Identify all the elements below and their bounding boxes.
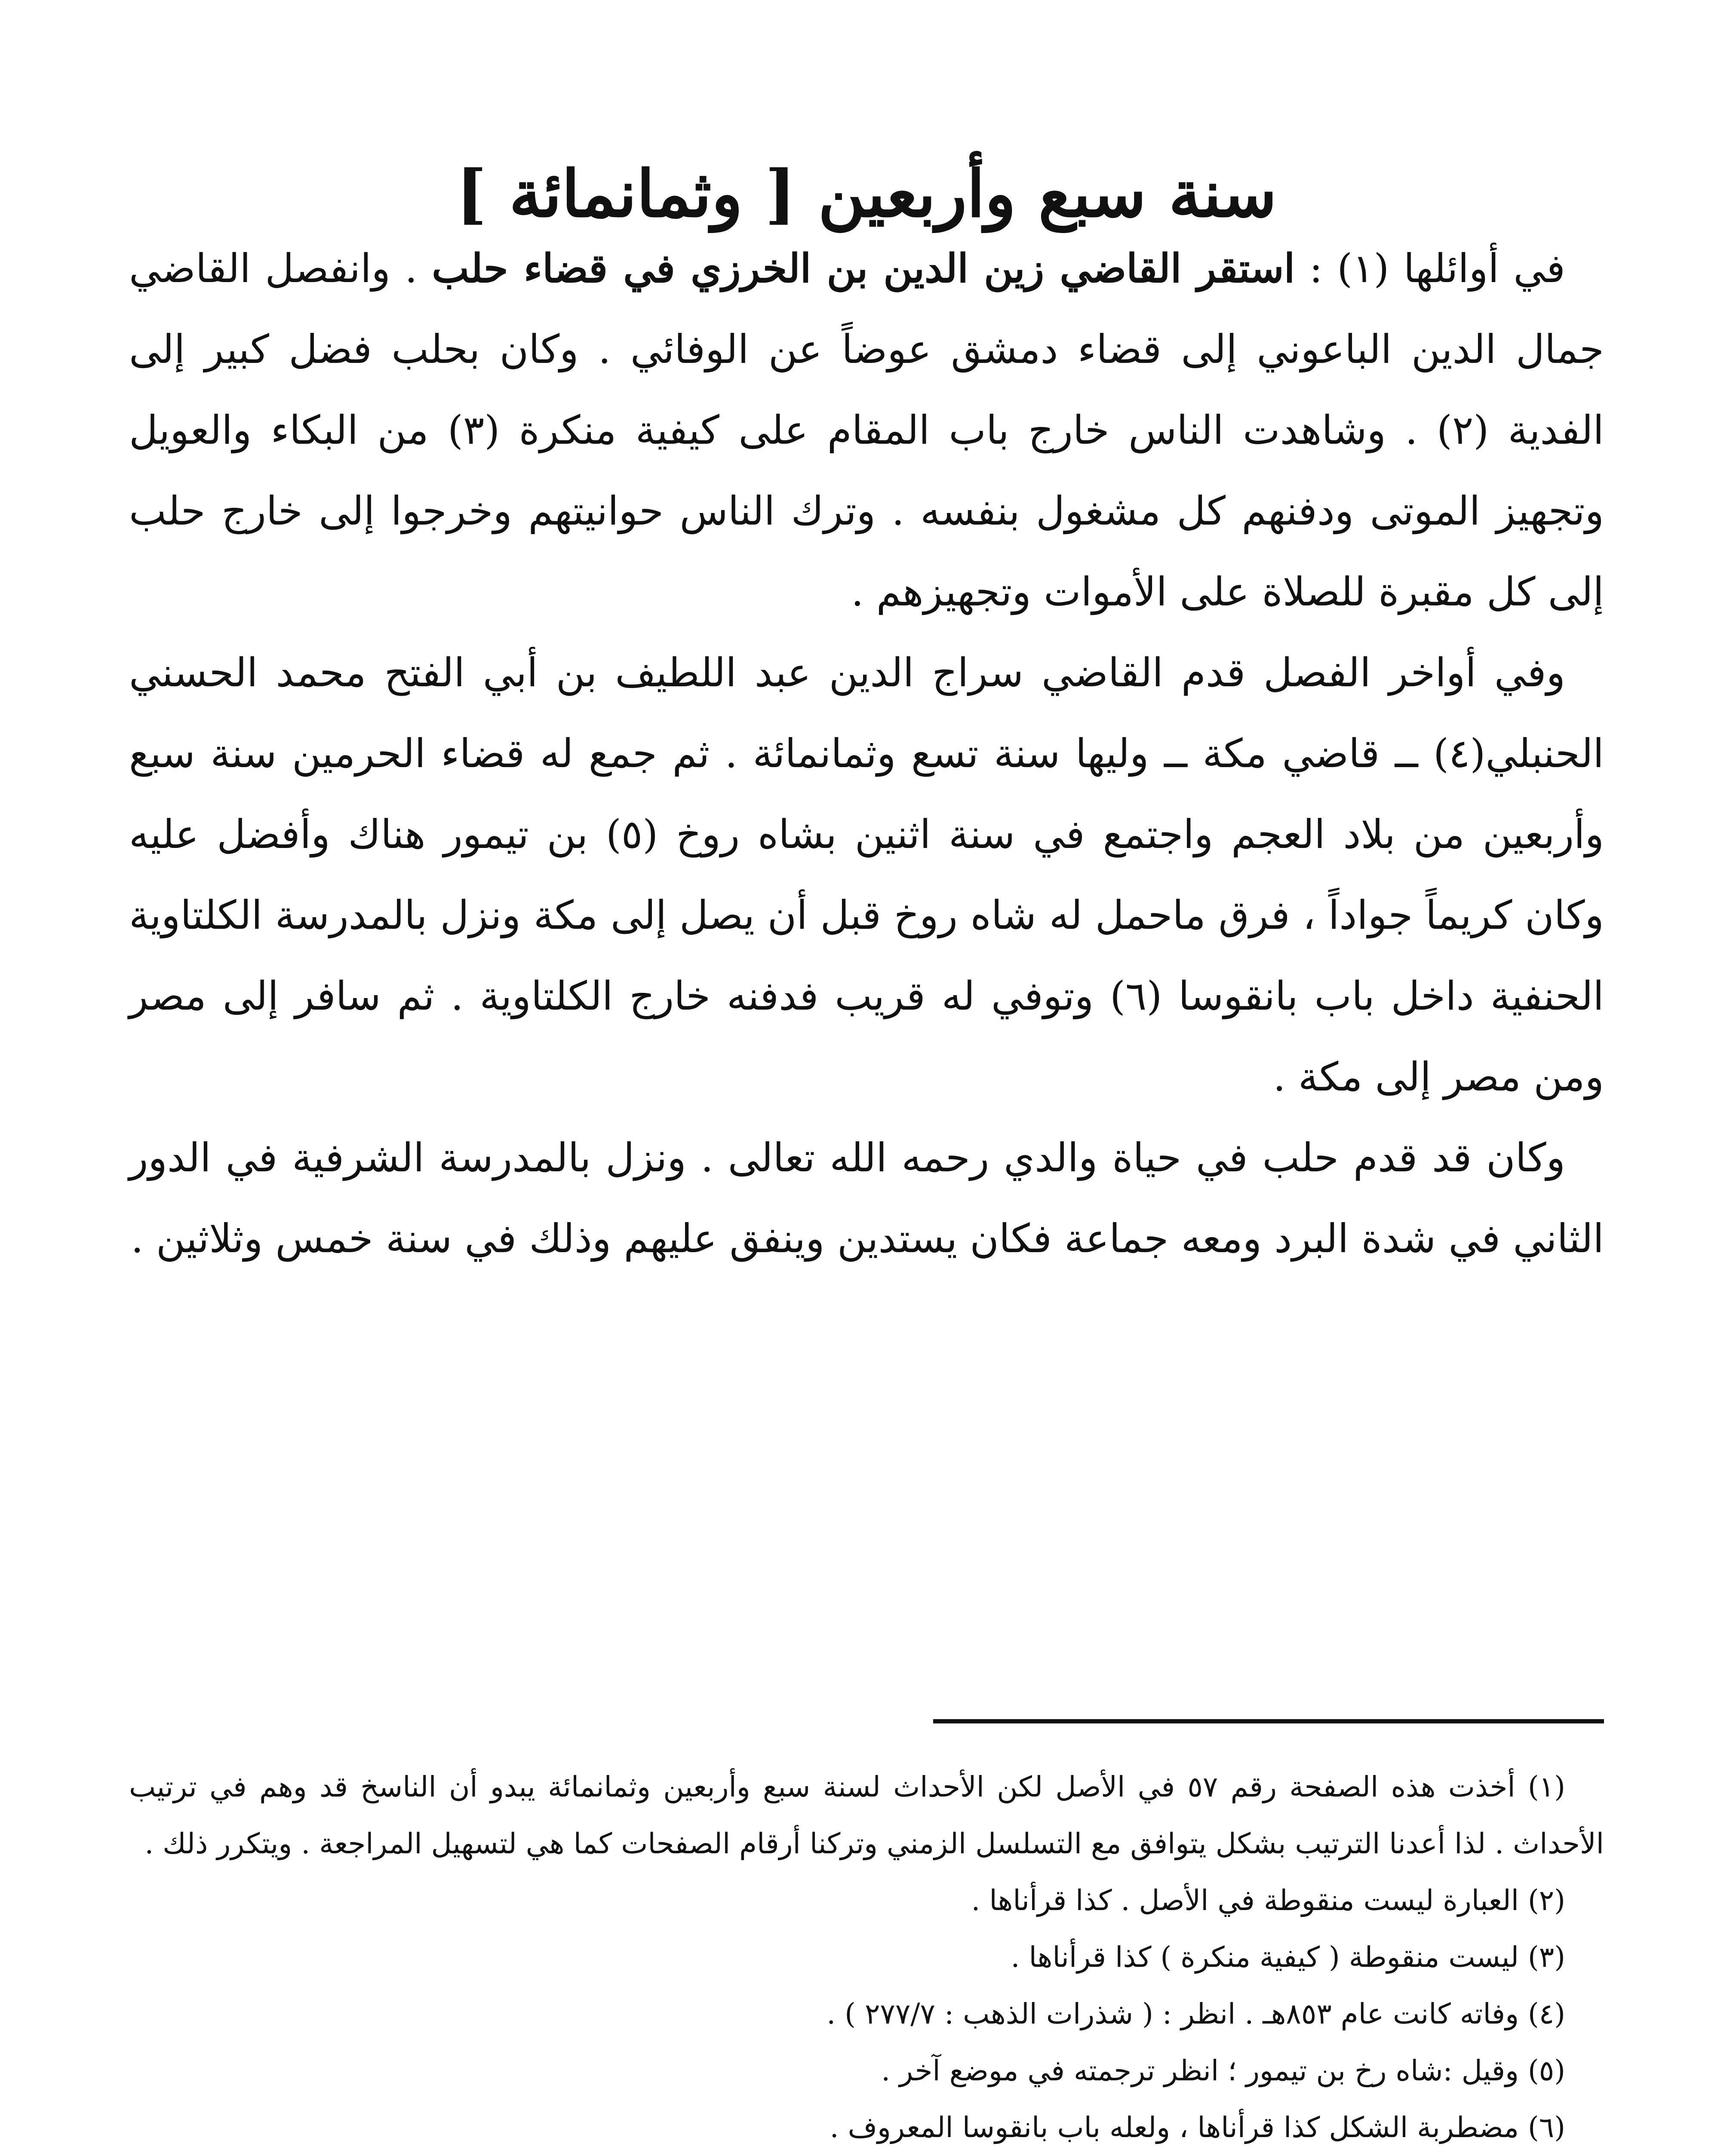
footnote-5: (٥) وقيل :شاه رخ بن تيمور ؛ انظر ترجمته في موضع آخر . [881, 2054, 1565, 2087]
footnote-1: (١) أخذت هذه الصفحة رقم ٥٧ في الأصل لكن الأحداث لسنة سبع وأربعين وثمانمائة يبدو أن الناسخ قد وهم في ترتيب الأحداث . لذا أعدنا الترتيب بشكل يتوافق مع التسلسل الزمني وتركنا أرقام الصفحات كما هي لتسهيل المراجعة . ويتكرر ذلك . [129, 1770, 1604, 1860]
footnote-4: (٤) وفاته كانت عام ٨٥٣هـ . انظر : ( شذرات الذهب : ٢٧٧/٧ ) . [827, 1997, 1565, 2030]
paragraph-1-rest: . وانفصل القاضي جمال الدين الباعوني إلى قضاء دمشق عوضاً عن الوفائي . وكان بحلب فضل كبير إلى الفدية (٢) . وشاهدت الناس خارج باب المقام على كيفية منكرة (٣) من البكاء والعويل وتجهيز الموتى ودفنهم كل مشغول بنفسه . وترك الناس حوانيتهم وخرجوا إلى خارج حلب إلى كل مقبرة للصلاة على الأموات وتجهيزهم . [129, 246, 1604, 615]
footnote-3: (٣) ليست منقوطة ( كيفية منكرة ) كذا قرأناها . [1011, 1941, 1565, 1974]
footnote-separator [933, 1719, 1604, 1723]
paragraph-3: وكان قد قدم حلب في حياة والدي رحمه الله تعالى . ونزل بالمدرسة الشرفية في الدور الثاني في شدة البرد ومعه جماعة فكان يستدين وينفق عليهم وذلك في سنة خمس وثلاثين . [129, 1135, 1604, 1262]
paragraph-2: وفي أواخر الفصل قدم القاضي سراج الدين عبد اللطيف بن أبي الفتح محمد الحسني الحنبلي(٤) ــ قاضي مكة ــ وليها سنة تسع وثمانمائة . ثم جمع له قضاء الحرمين سنة سبع وأربعين من بلاد العجم واجتمع في سنة اثنين بشاه روخ (٥) بن تيمور هناك وأفضل عليه وكان كريماً جواداً ، فرق ماحمل له شاه روخ قبل أن يصل إلى مكة ونزل بالمدرسة الكلتاوية الحنفية داخل باب بانقوسا (٦) وتوفي له قريب فدفنه خارج الكلتاوية . ثم سافر إلى مصر ومن مصر إلى مكة . [129, 650, 1604, 1100]
main-text [129, 228, 1604, 1279]
book-page [129, 0, 1604, 2150]
footnote-6: (٦) مضطربة الشكل كذا قرأناها ، ولعله باب بانقوسا المعروف . [830, 2111, 1565, 2144]
footnote-2: (٢) العبارة ليست منقوطة في الأصل . كذا قرأناها . [971, 1884, 1565, 1917]
chapter-title: سنة سبع وأربعين [ وثمانمائة ] [456, 156, 1277, 232]
paragraph-1-bold-phrase: استقر القاضي زين الدين بن الخرزي في قضاء حلب [432, 245, 1295, 292]
paragraph-1-lead: في أوائلها (١) : [1295, 246, 1566, 292]
footnotes [129, 1759, 1604, 2150]
paragraph-1 [129, 228, 1604, 633]
